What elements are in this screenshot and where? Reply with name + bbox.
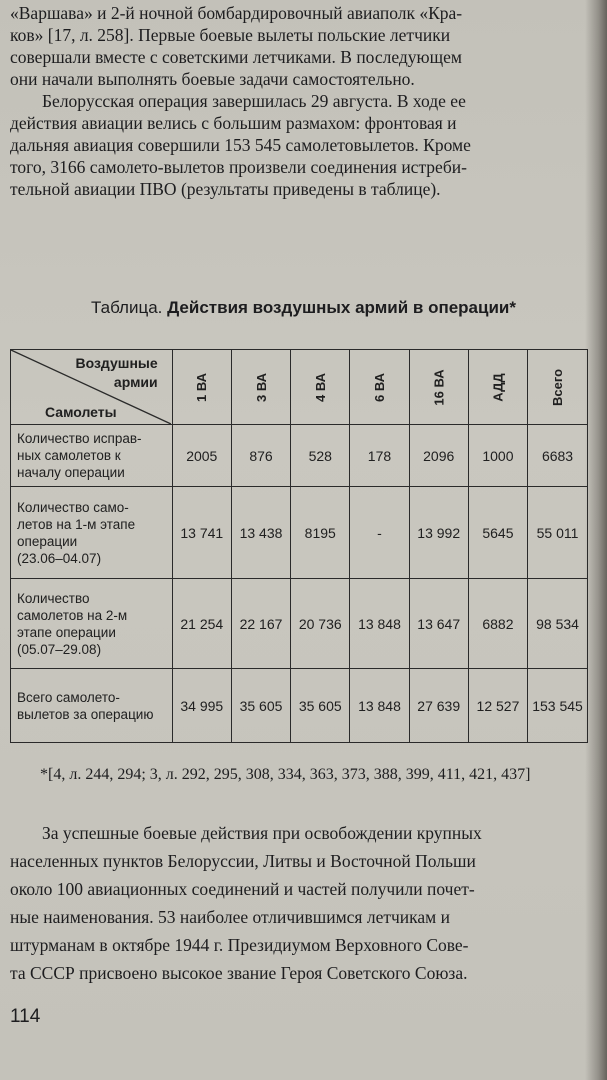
table-cell: 21 254 <box>172 579 231 669</box>
row-label-line: Количество <box>17 590 90 606</box>
table-cell: 34 995 <box>172 669 231 743</box>
column-header <box>172 350 231 425</box>
row-label-line: Всего самолето- <box>17 689 120 705</box>
column-header <box>350 350 409 425</box>
top-paragraphs <box>10 2 580 200</box>
row-label <box>11 425 173 487</box>
corner-top-line: армии <box>113 374 158 390</box>
column-header-label: 6 ВА <box>371 373 387 402</box>
row-label-line: этапе операции <box>17 624 116 640</box>
text-line: За успешные боевые действия при освобождении крупных <box>42 823 482 843</box>
table-cell: 27 639 <box>409 669 468 743</box>
column-header <box>231 350 290 425</box>
row-label <box>11 669 173 743</box>
text-line: Белорусская операция завершилась 29 августа. В ходе ее <box>42 91 466 111</box>
row-label-line: ных самолетов к <box>17 448 121 463</box>
table-cell: 22 167 <box>231 579 290 669</box>
text-line: действия авиации велись с большим размахом: фронтовая и <box>10 113 457 133</box>
text-line: совершали вместе с советскими летчиками. В последующем <box>10 47 462 67</box>
table-cell: 13 848 <box>350 579 409 669</box>
column-header-label: Всего <box>550 368 566 407</box>
text-line: «Варшава» и 2-й ночной бомбардировочный авиаполк «Кра- <box>10 3 463 23</box>
table-row <box>11 487 588 579</box>
text-line: ные наименования. 53 наиболее отличившимся летчикам и <box>10 907 450 927</box>
row-label-line: (23.06–04.07) <box>17 550 102 566</box>
row-label <box>11 487 173 579</box>
row-label-line: летов на 1-м этапе <box>17 516 136 532</box>
table-cell: 6882 <box>468 579 527 669</box>
table-corner-header <box>11 350 173 425</box>
text-line: штурманам в октябре 1944 г. Президиумом Верховного Сове- <box>10 935 469 955</box>
table-cell: 8195 <box>291 487 350 579</box>
text-line: населенных пунктов Белоруссии, Литвы и Восточной Польши <box>10 851 476 871</box>
table-row <box>11 425 588 487</box>
table-cell: 13 848 <box>350 669 409 743</box>
table-row <box>11 669 588 743</box>
table-cell: 2096 <box>409 425 468 487</box>
table-cell: 2005 <box>172 425 231 487</box>
column-header-label: АДД <box>490 373 506 402</box>
table-cell: - <box>350 487 409 579</box>
corner-bottom-label: Самолеты <box>45 404 117 420</box>
table-cell: 1000 <box>468 425 527 487</box>
row-label-line: Количество само- <box>17 499 129 515</box>
table-cell: 13 741 <box>172 487 231 579</box>
bottom-paragraph <box>10 819 580 987</box>
table-cell: 6683 <box>528 425 588 487</box>
table-row <box>11 579 588 669</box>
column-header-label: 4 ВА <box>312 373 328 402</box>
text-line: та СССР присвоено высокое звание Героя Советского Союза. <box>10 963 468 983</box>
corner-top-line: Воздушные <box>75 355 158 371</box>
table-cell: 20 736 <box>291 579 350 669</box>
table-header-row <box>11 350 588 425</box>
row-label <box>11 579 173 669</box>
column-header-label: 3 ВА <box>253 373 269 402</box>
table-cell: 5645 <box>468 487 527 579</box>
text-line: около 100 авиационных соединений и частей получили почет- <box>10 879 475 899</box>
text-line: дальняя авиация совершили 153 545 самолетовылетов. Кроме <box>10 135 471 155</box>
column-header-label: 1 ВА <box>194 373 210 402</box>
table-footnote: *[4, л. 244, 294; 3, л. 292, 295, 308, 334, 363, 373, 388, 399, 411, 421, 437] <box>40 766 531 783</box>
row-label-line: началу операции <box>17 465 125 480</box>
column-header <box>528 350 588 425</box>
page-edge-shadow <box>585 0 607 1080</box>
row-label-line: вылетов за операцию <box>17 706 154 722</box>
column-header-label: 16 ВА <box>431 369 447 406</box>
table-cell: 178 <box>350 425 409 487</box>
row-label-line: самолетов на 2-м <box>17 607 128 623</box>
table-cell: 153 545 <box>528 669 588 743</box>
table-cell: 13 647 <box>409 579 468 669</box>
table-cell: 13 992 <box>409 487 468 579</box>
table-cell: 528 <box>291 425 350 487</box>
text-line: того, 3166 самолето-вылетов произвели соединения истреби- <box>10 157 467 177</box>
row-label-line: Количество исправ- <box>17 431 142 446</box>
page-number: 114 <box>10 1006 41 1027</box>
column-header <box>291 350 350 425</box>
table-cell: 12 527 <box>468 669 527 743</box>
text-line: они начали выполнять боевые задачи самостоятельно. <box>10 69 415 89</box>
table-cell: 876 <box>231 425 290 487</box>
text-line: тельной авиации ПВО (результаты приведены в таблице). <box>10 179 441 199</box>
row-label-line: операции <box>17 533 78 549</box>
table-cell: 35 605 <box>231 669 290 743</box>
column-header <box>409 350 468 425</box>
air-armies-table <box>10 349 588 743</box>
column-header <box>468 350 527 425</box>
text-line: ков» [17, л. 258]. Первые боевые вылеты польские летчики <box>10 25 451 45</box>
table-caption-prefix: Таблица. <box>91 298 168 317</box>
table-caption <box>0 298 607 318</box>
table-cell: 13 438 <box>231 487 290 579</box>
table-cell: 98 534 <box>528 579 588 669</box>
row-label-line: (05.07–29.08) <box>17 641 102 657</box>
table-cell: 55 011 <box>528 487 588 579</box>
corner-top-label <box>76 354 158 392</box>
table-cell: 35 605 <box>291 669 350 743</box>
table-caption-title: Действия воздушных армий в операции* <box>167 298 516 317</box>
